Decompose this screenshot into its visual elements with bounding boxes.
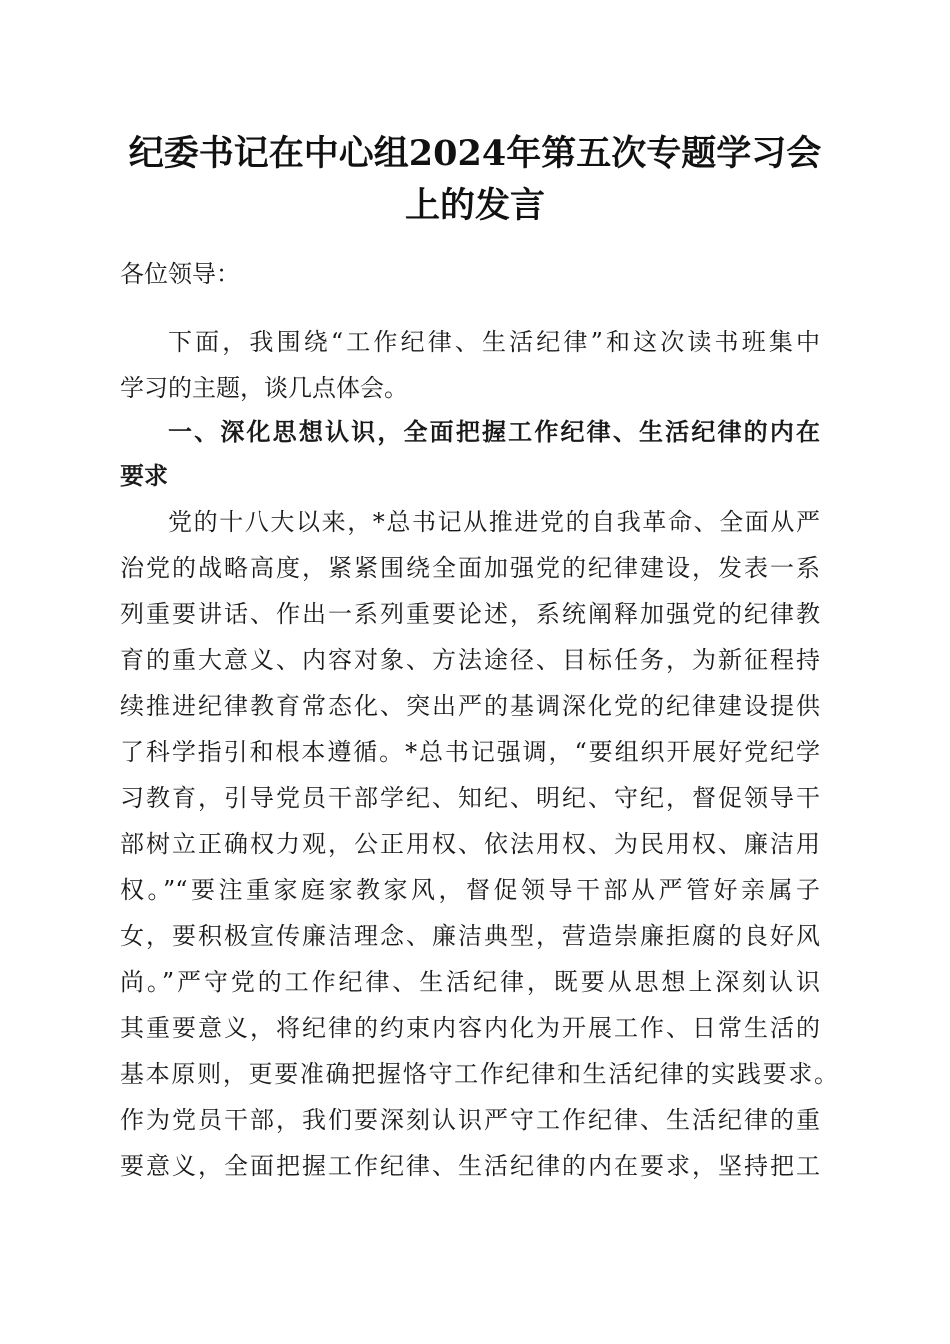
paragraph-line: 了科学指引和根本遵循。*总书记强调，“要组织开展好党纪学	[120, 738, 820, 766]
paragraph-line: 作为党员干部，我们要深刻认识严守工作纪律、生活纪律的重	[120, 1106, 820, 1134]
paragraph-line: 女，要积极宣传廉洁理念、廉洁典型，营造崇廉拒腐的良好风	[120, 922, 820, 950]
section-heading-line: 一、深化思想认识，全面把握工作纪律、生活纪律的内在	[168, 418, 820, 446]
paragraph-line: 要意义，全面把握工作纪律、生活纪律的内在要求，坚持把工	[120, 1152, 820, 1180]
paragraph-line: 党的十八大以来，*总书记从推进党的自我革命、全面从严	[168, 508, 820, 536]
paragraph-line: 部树立正确权力观，公正用权、依法用权、为民用权、廉洁用	[120, 830, 820, 858]
document-title	[100, 128, 850, 232]
paragraph-line: 育的重大意义、内容对象、方法途径、目标任务，为新征程持	[120, 646, 820, 674]
paragraph-line: 列重要讲话、作出一系列重要论述，系统阐释加强党的纪律教	[120, 600, 820, 628]
title-line-1: 纪委书记在中心组2024年第五次专题学习会	[128, 133, 822, 174]
paragraph-line: 治党的战略高度，紧紧围绕全面加强党的纪律建设，发表一系	[120, 554, 820, 582]
paragraph-line: 其重要意义，将纪律的约束内容内化为开展工作、日常生活的	[120, 1014, 820, 1042]
paragraph-line: 尚。”严守党的工作纪律、生活纪律，既要从思想上深刻认识	[120, 968, 820, 996]
paragraph-line: 基本原则，更要准确把握恪守工作纪律和生活纪律的实践要求。	[120, 1060, 838, 1088]
intro-line: 学习的主题，谈几点体会。	[120, 374, 408, 402]
paragraph-line: 续推进纪律教育常态化、突出严的基调深化党的纪律建设提供	[120, 692, 820, 720]
title-line-2: 上的发言	[404, 185, 545, 226]
paragraph-line: 权。”“要注重家庭家教家风，督促领导干部从严管好亲属子	[120, 876, 820, 904]
salutation: 各位领导：	[120, 260, 240, 288]
section-heading-line: 要求	[120, 462, 168, 490]
intro-line: 下面，我围绕“工作纪律、生活纪律”和这次读书班集中	[168, 328, 820, 356]
paragraph-line: 习教育，引导党员干部学纪、知纪、明纪、守纪，督促领导干	[120, 784, 820, 812]
